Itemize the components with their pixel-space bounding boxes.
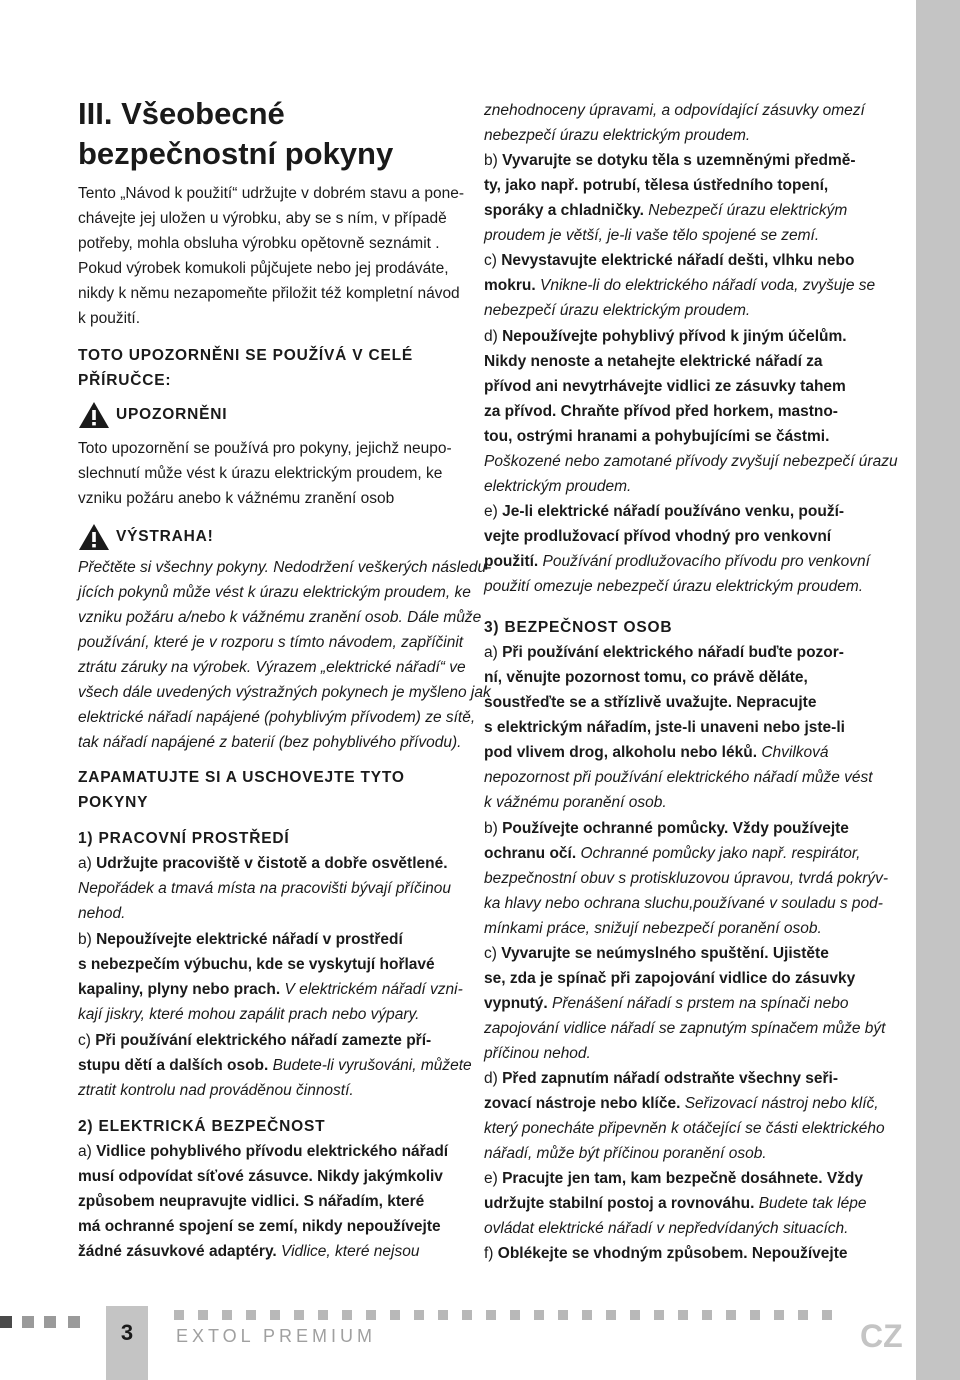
warning-label: VÝSTRAHA! <box>116 528 214 545</box>
footer-square <box>558 1310 568 1320</box>
rule-line: elektrickým proudem. <box>484 478 632 495</box>
warning-label: UPOZORNĚNI <box>116 406 228 423</box>
rule-line: použití omezuje nebezpečí úrazu elektrickým proudem. <box>484 578 864 595</box>
footer-square <box>486 1310 496 1320</box>
warning-text-line: jících pokynů může vést k úrazu elektrickým proudem, ke <box>78 584 471 601</box>
rule-line: d) Před zapnutím nářadí odstraňte všechny seři- <box>484 1070 839 1087</box>
rule-line: udržujte stabilní postoj a rovnováhu. Budete tak lépe <box>484 1195 867 1212</box>
rule-line: přívod ani nevytrhávejte vidlici ze zásuvky tahem <box>484 378 846 395</box>
rule-line: c) Nevystavujte elektrické nářadí dešti, vlhku nebo <box>484 252 855 269</box>
footer-square <box>510 1310 520 1320</box>
section-title-line1: III. Všeobecné <box>78 96 285 131</box>
rule-line: nepozornost při používání elektrického nářadí může vést <box>484 769 873 786</box>
section-3-title: 3) BEZPEČNOST OSOB <box>484 619 673 636</box>
footer-square <box>702 1310 712 1320</box>
rule-line: vejte prodlužovací přívod vhodný pro venkovní <box>484 528 832 545</box>
intro-line: nikdy k němu nezapomeňte přiložit též kompletní návod <box>78 285 460 302</box>
rule-line: soustřeďte se a střízlivě uvažujte. Nepracujte <box>484 694 817 711</box>
warning-caution <box>78 401 227 429</box>
rule-line: b) Nepoužívejte elektrické nářadí v prostředí <box>78 931 403 948</box>
footer-square <box>44 1316 56 1328</box>
rule-line: nebezpečí úrazu elektrickým proudem. <box>484 127 751 144</box>
footer-square <box>246 1310 256 1320</box>
rule-line: vypnutý. Přenášení nářadí s prstem na spínači nebo <box>484 995 849 1012</box>
footer-square <box>678 1310 688 1320</box>
footer-square <box>198 1310 208 1320</box>
warning-triangle-icon <box>78 523 110 551</box>
warning-text-line: slechnutí může vést k úrazu elektrickým proudem, ke <box>78 465 443 482</box>
footer-square <box>0 1316 12 1328</box>
footer-square <box>726 1310 736 1320</box>
warning-text-line: ztrátu záruky na výrobek. Výrazem „elektrické nářadí“ ve <box>78 659 466 676</box>
rule-line: Poškozené nebo zamotané přívody zvyšují nebezpečí úrazu <box>484 453 898 470</box>
rule-line: bezpečnostní obuv s protiskluzovou úpravou, tvrdá pokrýv- <box>484 870 889 887</box>
section-1-title: 1) PRACOVNÍ PROSTŘEDÍ <box>78 830 290 847</box>
footer-square <box>750 1310 760 1320</box>
rule-line: ní, věnujte pozornost tomu, co právě děláte, <box>484 669 808 686</box>
warning-text-line: používání, které je v rozporu s tímto návodem, zapříčinit <box>78 634 464 651</box>
rule-line: e) Pracujte jen tam, kam bezpečně dosáhnete. Vždy <box>484 1170 864 1187</box>
rule-line: a) Vidlice pohyblivého přívodu elektrického nářadí <box>78 1143 449 1160</box>
warning-text-line: tak nářadí napájené z baterií (bez pohyblivého přívodu). <box>78 734 462 751</box>
footer-square <box>630 1310 640 1320</box>
rule-line: ochranu očí. Ochranné pomůcky jako např. respirátor, <box>484 845 861 862</box>
rule-line: s nebezpečím výbuchu, kde se vyskytují hořlavé <box>78 956 435 973</box>
footer-square <box>774 1310 784 1320</box>
rule-line: Nepořádek a tmavá místa na pracovišti bývají příčinou <box>78 880 452 897</box>
rule-line: má ochranné spojení se zemí, nikdy nepoužívejte <box>78 1218 441 1235</box>
intro-line: k použití. <box>78 310 141 327</box>
footer-square <box>414 1310 424 1320</box>
footer-square <box>390 1310 400 1320</box>
rule-line: a) Při používání elektrického nářadí buďte pozor- <box>484 644 844 661</box>
footer-square <box>318 1310 328 1320</box>
rule-line: k vážnému poranění osob. <box>484 794 667 811</box>
rule-line: Nikdy nenoste a netahejte elektrické nářadí za <box>484 353 823 370</box>
rule-line: zovací nástroje nebo klíče. Seřizovací nástroj nebo klíč, <box>484 1095 879 1112</box>
warning-text-line: vzniku požáru a/nebo k vážnému zranění osob. Dále může <box>78 609 482 626</box>
footer-square <box>606 1310 616 1320</box>
rule-line: proudem je větší, je-li vaše tělo spojené se zemí. <box>484 227 820 244</box>
footer-square <box>222 1310 232 1320</box>
rule-line: musí odpovídat síťové zásuvce. Nikdy jakýmkoliv <box>78 1168 443 1185</box>
warning-alert <box>78 523 214 551</box>
warning-text-line: všech dále uvedených výstražných pokynech je myšleno jak <box>78 684 491 701</box>
rule-line: mokru. Vnikne-li do elektrického nářadí voda, zvyšuje se <box>484 277 876 294</box>
footer-square <box>366 1310 376 1320</box>
rule-line: kapaliny, plyny nebo prach. V elektrickém nářadí vzni- <box>78 981 463 998</box>
footer-square <box>438 1310 448 1320</box>
notice-heading: PŘÍRUČCE: <box>78 372 172 389</box>
rule-line: b) Používejte ochranné pomůcky. Vždy používejte <box>484 820 849 837</box>
footer-square <box>534 1310 544 1320</box>
footer-square <box>654 1310 664 1320</box>
section-2-title: 2) ELEKTRICKÁ BEZPEČNOST <box>78 1118 326 1135</box>
rule-line: zapojování vidlice nářadí se zapnutým spínačem může být <box>484 1020 886 1037</box>
footer-square <box>294 1310 304 1320</box>
footer-square <box>174 1310 184 1320</box>
rule-line: d) Nepoužívejte pohyblivý přívod k jiným účelům. <box>484 328 847 345</box>
rule-line: c) Vyvarujte se neúmyslného spuštění. Ujistěte <box>484 945 829 962</box>
rule-line: mínkami práce, snižují nebezpečí poranění osob. <box>484 920 822 937</box>
side-bar <box>916 0 960 1380</box>
footer-square <box>798 1310 808 1320</box>
rule-line: stupu dětí a dalších osob. Budete-li vyrušováni, můžete <box>78 1057 472 1074</box>
rule-line: ovládat elektrické nářadí v nepředvídaných situacích. <box>484 1220 849 1237</box>
rule-line: použití. Používání prodlužovacího přívodu pro venkovní <box>484 553 870 570</box>
intro-line: Pokud výrobek komukoli půjčujete nebo jej prodáváte, <box>78 260 449 277</box>
rule-line: žádné zásuvkové adaptéry. Vidlice, které nejsou <box>78 1243 420 1260</box>
warning-text-line: Toto upozornění se používá pro pokyny, jejichž neupo- <box>78 440 452 457</box>
rule-line: příčinou nehod. <box>484 1045 591 1062</box>
rule-line: ty, jako např. potrubí, tělesa ústředního topení, <box>484 177 829 194</box>
rule-line: c) Při používání elektrického nářadí zamezte pří- <box>78 1032 432 1049</box>
keep-heading: POKYNY <box>78 794 149 811</box>
rule-line: nehod. <box>78 905 126 922</box>
rule-line: tou, ostrými hranami a pohybujícími se částmi. <box>484 428 830 445</box>
rule-line: a) Udržujte pracoviště v čistotě a dobře osvětlené. <box>78 855 448 872</box>
rule-line: pod vlivem drog, alkoholu nebo léků. Chvilková <box>484 744 829 761</box>
warning-text-line: vzniku požáru anebo k vážnému zranění osob <box>78 490 395 507</box>
rule-line: způsobem neupravujte vidlici. S nářadím, které <box>78 1193 425 1210</box>
rule-line: e) Je-li elektrické nářadí používáno venku, použí- <box>484 503 845 520</box>
footer-square <box>462 1310 472 1320</box>
warning-text-line: Přečtěte si všechny pokyny. Nedodržení veškerých následu- <box>78 559 492 576</box>
notice-heading: TOTO UPOZORNĚNI SE POUŽÍVÁ V CELÉ <box>78 347 414 364</box>
rule-line: se, zda je spínač při zapojování vidlice do zásuvky <box>484 970 856 987</box>
footer-square <box>342 1310 352 1320</box>
page-number: 3 <box>120 1320 134 1345</box>
rule-line: ka hlavy nebo ochrana sluchu,používané v souladu s pod- <box>484 895 883 912</box>
footer-square <box>822 1310 832 1320</box>
rule-line: nářadí, může být příčinou poranění osob. <box>484 1145 767 1162</box>
intro-line: chávejte jej uložen u výrobku, aby se s ním, v případě <box>78 210 447 227</box>
language-code: CZ <box>860 1318 903 1354</box>
warning-text-line: elektrické nářadí napájené (pohyblivým přívodem) ze sítě, <box>78 709 476 726</box>
rule-line: b) Vyvarujte se dotyku těla s uzemněnými předmě- <box>484 152 856 169</box>
keep-heading: ZAPAMATUJTE SI A USCHOVEJTE TYTO <box>78 769 405 786</box>
rule-line: znehodnoceny úpravami, a odpovídající zásuvky omezí <box>484 102 865 119</box>
rule-line: za přívod. Chraňte přívod před horkem, mastno- <box>484 403 838 420</box>
footer-square <box>582 1310 592 1320</box>
warning-triangle-icon <box>78 401 110 429</box>
rule-line: nebezpečí úrazu elektrickým proudem. <box>484 302 751 319</box>
intro-line: potřeby, mohla obsluha výrobku opětovně seznámit . <box>78 235 440 252</box>
rule-line: kají jiskry, které mohou zapálit prach nebo výpary. <box>78 1006 420 1023</box>
footer-square <box>68 1316 80 1328</box>
rule-line: který ponecháte připevněn k otáčející se části elektrického <box>484 1120 885 1137</box>
intro-line: Tento „Návod k použití“ udržujte v dobrém stavu a pone- <box>78 185 464 202</box>
section-title-line2: bezpečnostní pokyny <box>78 136 394 171</box>
brand-name: EXTOL PREMIUM <box>176 1326 377 1346</box>
rule-line: f) Oblékejte se vhodným způsobem. Nepoužívejte <box>484 1245 848 1262</box>
footer-square <box>22 1316 34 1328</box>
rule-line: sporáky a chladničky. Nebezpečí úrazu elektrickým <box>484 202 848 219</box>
rule-line: s elektrickým nářadím, jste-li unaveni nebo jste-li <box>484 719 845 736</box>
rule-line: ztratit kontrolu nad prováděnou činností. <box>78 1082 354 1099</box>
footer-square <box>270 1310 280 1320</box>
